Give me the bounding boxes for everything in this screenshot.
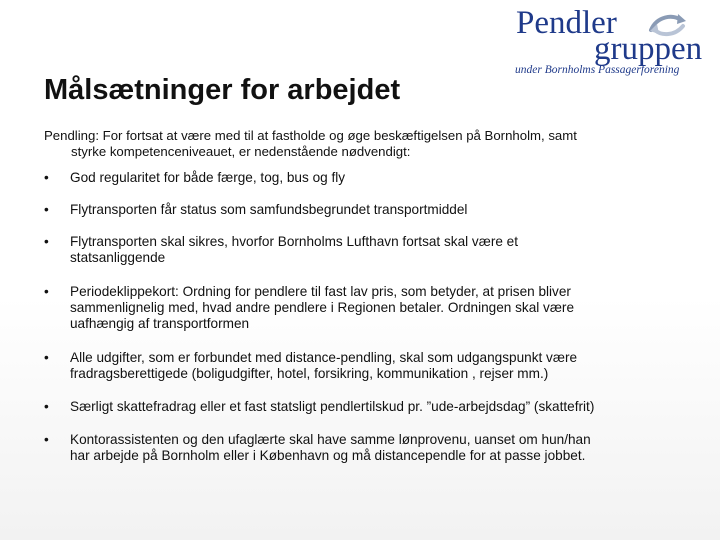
list-item-text: Kontorassistenten og den ufaglærte skal have samme lønprovenu, uanset om hun/han — [70, 432, 591, 447]
list-item-text: Flytransporten får status som samfundsbegrundet transportmiddel — [70, 202, 468, 217]
list-item-text: Særligt skattefradrag eller et fast statsligt pendlertilskud pr. ”ude-arbejdsdag” (skattefrit) — [70, 399, 595, 414]
list-item — [44, 234, 684, 266]
page-title: Målsætninger for arbejdet — [44, 74, 401, 106]
list-item-text: fradragsberettigede (boligudgifter, hotel, forsikring, kommunikation , rejser mm.) — [70, 366, 549, 381]
list-item-text: Periodeklippekort: Ordning for pendlere til fast lav pris, som betyder, at prisen bliver — [70, 284, 571, 299]
bullet-marker: • — [44, 399, 49, 414]
list-item-text: har arbejde på Bornholm eller i København og må distancependle for at passe jobbet. — [70, 448, 586, 463]
bullet-marker: • — [44, 170, 49, 185]
logo-subtitle: under Bornholms Passagerforening — [515, 64, 680, 76]
list-item-text: statsanliggende — [70, 250, 166, 265]
list-item — [44, 350, 684, 382]
list-item — [44, 284, 684, 332]
pendlergruppen-logo — [513, 4, 717, 78]
list-item-text: uafhængig af transportformen — [70, 316, 250, 331]
bullet-marker: • — [44, 202, 49, 217]
bullet-marker: • — [44, 234, 49, 249]
list-item-text: Flytransporten skal sikres, hvorfor Bornholms Lufthavn fortsat skal være et — [70, 234, 519, 249]
list-item — [44, 399, 684, 415]
list-item-text: Alle udgifter, som er forbundet med distance-pendling, skal som udgangspunkt være — [70, 350, 578, 365]
logo-line-1: Pendler — [516, 5, 617, 41]
list-item — [44, 170, 684, 186]
list-item — [44, 432, 684, 464]
bullet-marker: • — [44, 432, 49, 447]
intro-paragraph — [44, 128, 684, 160]
logo-line-2: gruppen — [594, 31, 703, 67]
list-item-text: God regularitet for både færge, tog, bus og fly — [70, 170, 346, 185]
bullet-marker: • — [44, 284, 49, 299]
list-item-text: sammenlignelig med, hvad andre pendlere i Regionen betaler. Ordningen skal være — [70, 300, 575, 315]
intro-line-1: Pendling: For fortsat at være med til at fastholde og øge beskæftigelsen på Bornholm, samt — [44, 128, 577, 143]
bullet-marker: • — [44, 350, 49, 365]
list-item — [44, 202, 684, 218]
intro-line-2: styrke kompetenceniveauet, er nedenstående nødvendigt: — [71, 144, 411, 159]
